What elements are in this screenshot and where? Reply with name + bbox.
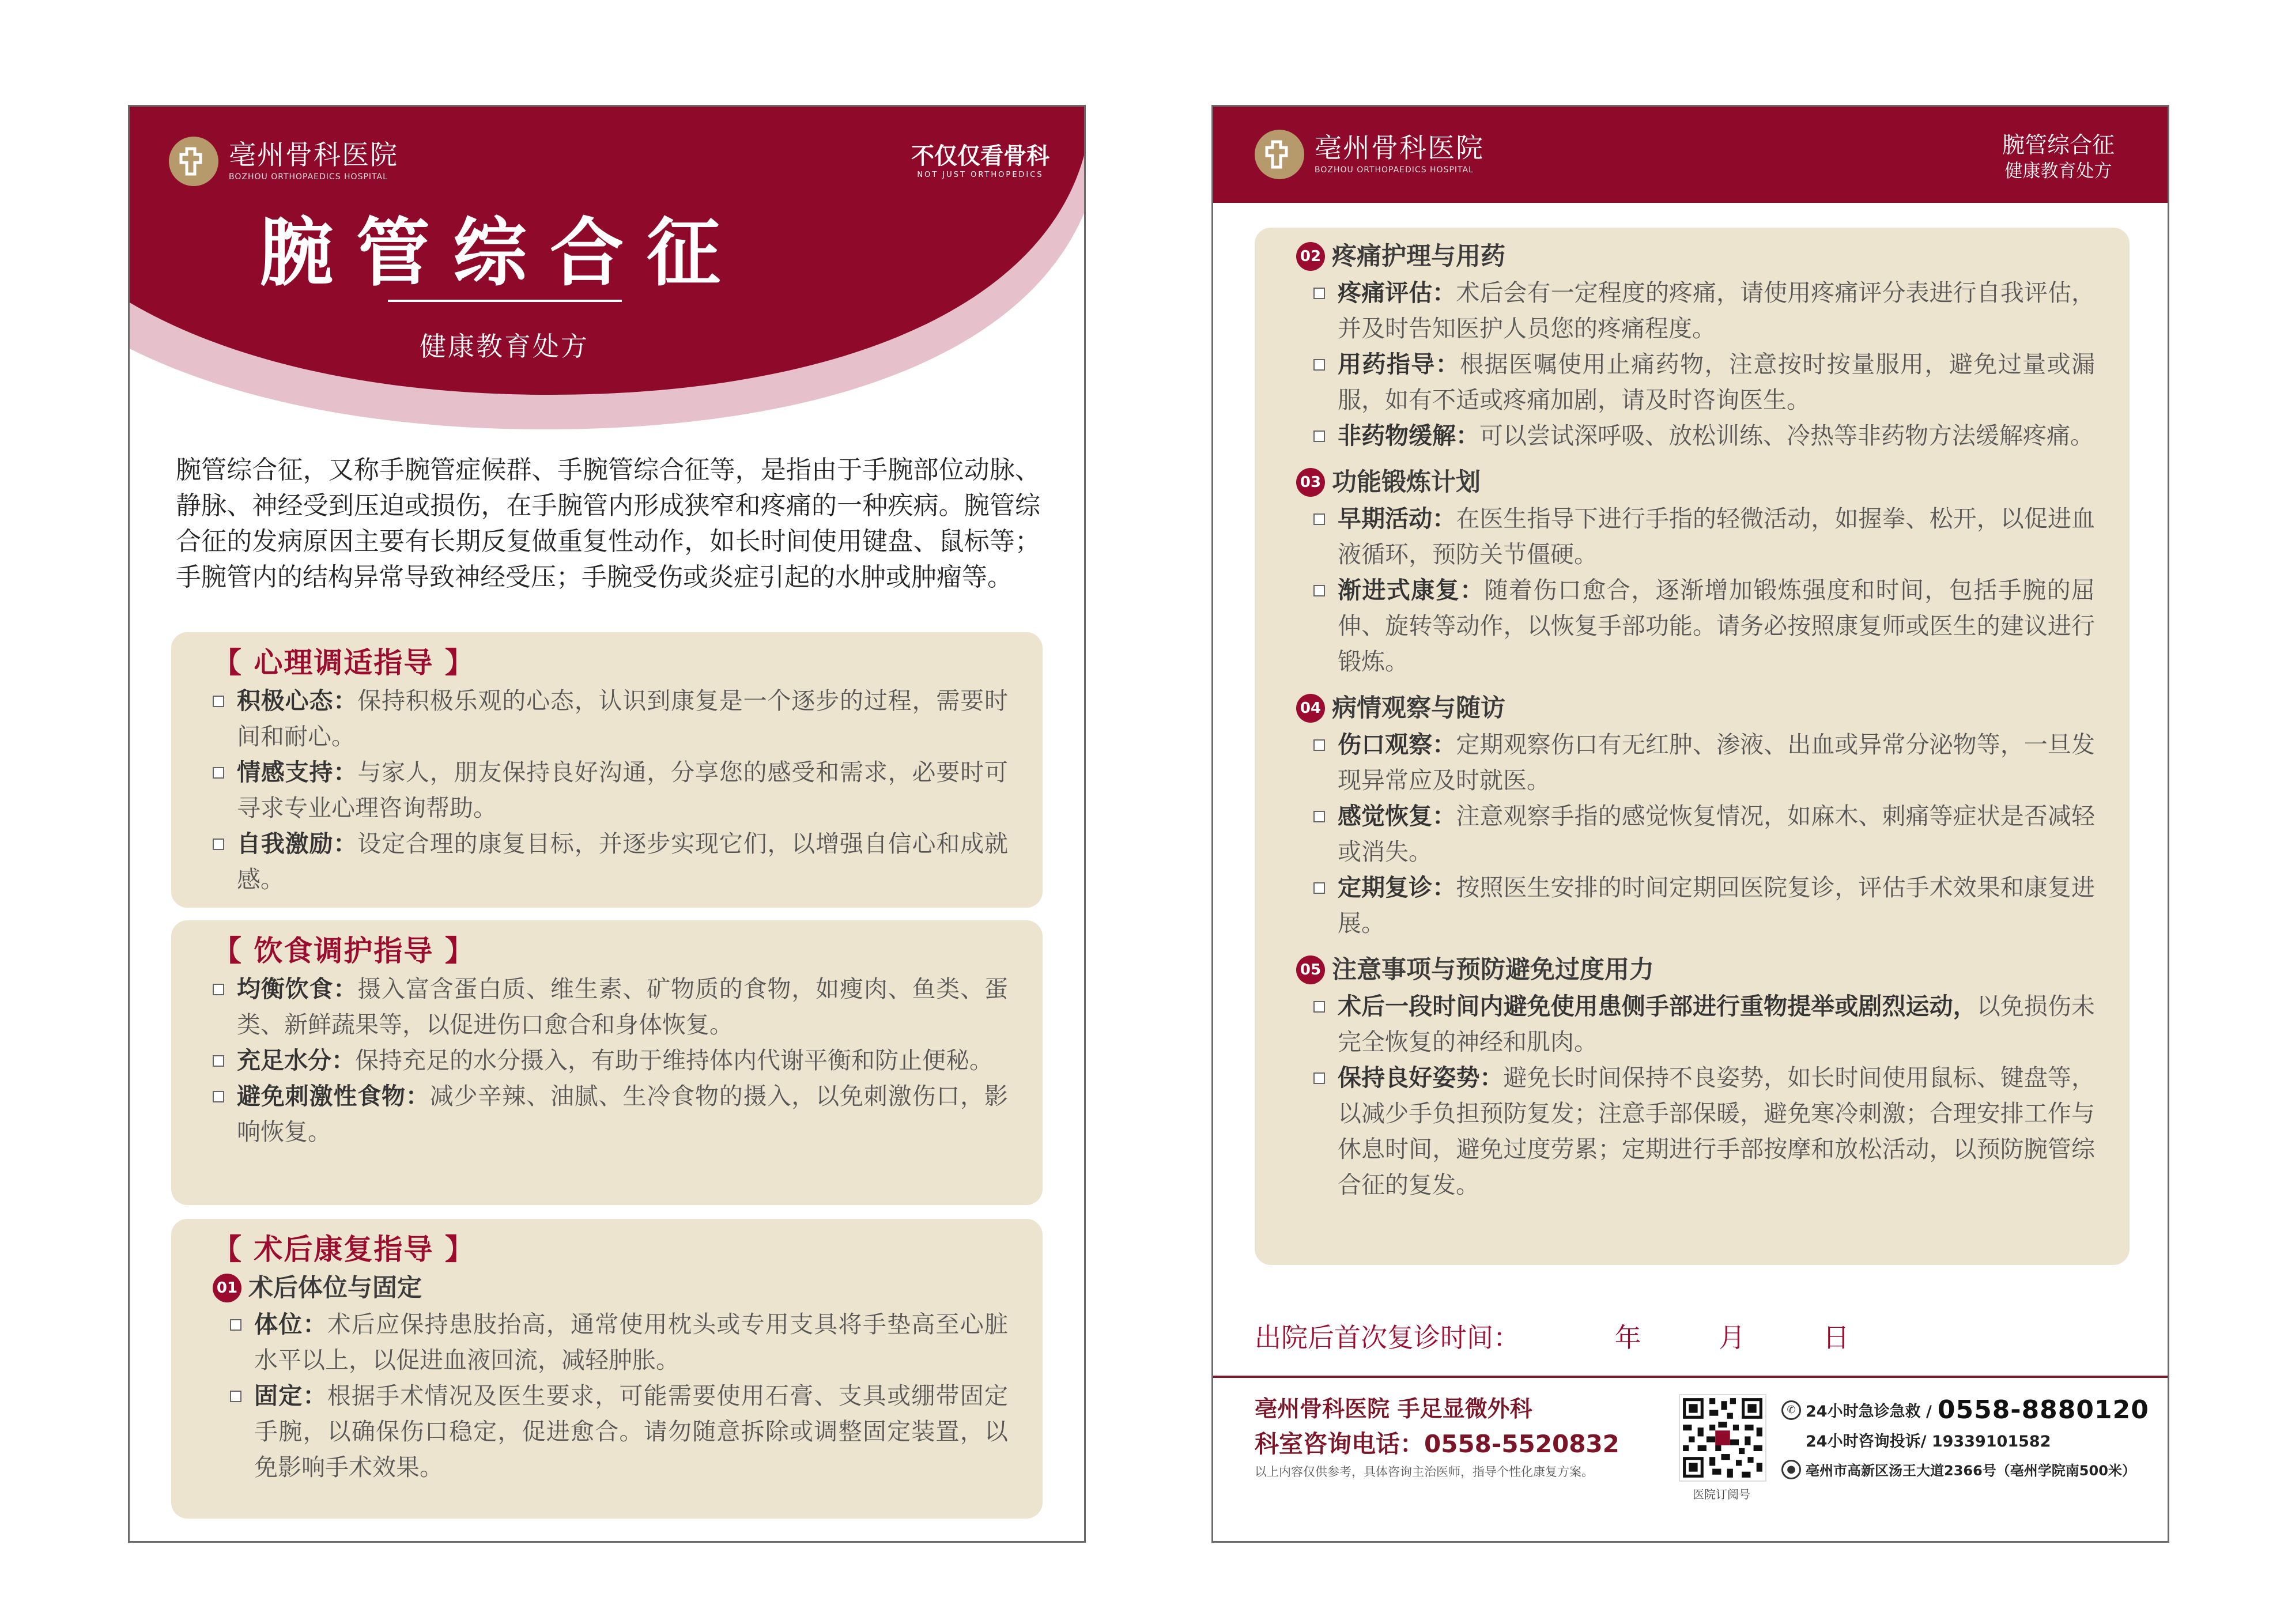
subsection-title: [213, 1270, 1008, 1306]
list-item: [1313, 798, 2095, 870]
item-label: 用药指导：: [1338, 350, 1460, 378]
step-number-badge: 04: [1296, 694, 1325, 723]
checkbox-icon: [1313, 739, 1325, 751]
section-title: 【 饮食调护指导 】: [213, 934, 475, 968]
item-text: 保持积极乐观的心态，认识到康复是一个逐步的过程，需要时间和耐心。: [237, 687, 1009, 750]
subsection-title: [1296, 464, 2095, 501]
intro-paragraph: 腕管综合征，又称手腕管症候群、手腕管综合征等，是指由于手腕部位动脉、静脉、神经受到压迫或损伤，在手腕管内形成狭窄和疼痛的一种疾病。腕管综合征的发病原因主要有长期反复做重复性动作，如长时间使用键盘、鼠标等；手腕管内的结构异常导致神经受压；手腕受伤或炎症引起的水肿或肿瘤等。: [176, 455, 1040, 592]
item-text: 减少辛辣、油腻、生冷食物的摄入，以免刺激伤口，影响恢复。: [237, 1082, 1009, 1146]
subsection-title-text: 疼痛护理与用药: [1332, 242, 1505, 271]
item-label: 保持良好姿势：: [1338, 1064, 1504, 1092]
list-item: [213, 683, 1008, 754]
checkbox-icon: [213, 1091, 224, 1102]
hospital-name-en: BOZHOU ORTHOPAEDICS HOSPITAL: [229, 172, 388, 182]
checkbox-icon: [1313, 1001, 1325, 1013]
item-label: 均衡饮食：: [237, 975, 358, 1003]
checkbox-icon: [213, 696, 224, 707]
followup-month: 月: [1719, 1322, 1746, 1353]
page-title: 腕管综合征: [259, 210, 743, 296]
checkbox-icon: [1313, 882, 1325, 894]
followup-day: 日: [1822, 1322, 1849, 1353]
header-tag-subtitle: 健康教育处方: [2004, 161, 2112, 182]
department-phone: 科室咨询电话：0558-5520832: [1255, 1430, 1619, 1458]
qr-code-icon: [1679, 1394, 1766, 1482]
item-label: 定期复诊：: [1338, 874, 1456, 901]
location-pin-icon: ●: [1781, 1460, 1801, 1479]
list-item: [1313, 988, 2095, 1060]
list-item: [213, 971, 1008, 1043]
list-item: [230, 1378, 1008, 1485]
hospital-emblem-icon: [1255, 130, 1304, 179]
item-text: 在医生指导下进行手指的轻微活动，如握拳、松开，以促进血液循环，预防关节僵硬。: [1338, 505, 2096, 568]
header-tag: [2002, 132, 2115, 183]
item-text: 以免损伤未完全恢复的神经和肌肉。: [1338, 992, 2096, 1056]
slogan-en: NOT JUST ORTHOPEDICS: [917, 171, 1044, 179]
checkbox-icon: [213, 839, 224, 850]
list-item: [1313, 1060, 2095, 1203]
slogan-cn: 不仅仅看骨科: [911, 143, 1049, 169]
item-text: 按照医生安排的时间定期回医院复诊，评估手术效果和康复进展。: [1338, 874, 2096, 937]
rehab-card: [171, 1219, 1043, 1519]
checkbox-icon: [230, 1391, 241, 1402]
item-label: 自我激励：: [237, 830, 358, 858]
checkbox-icon: [1313, 359, 1325, 371]
item-label: 伤口观察：: [1338, 731, 1456, 758]
subsection-title-text: 注意事项与预防避免过度用力: [1332, 955, 1654, 984]
list-item: [213, 1043, 1008, 1078]
subsection-title-text: 病情观察与随访: [1332, 694, 1505, 723]
guidance-card: [1255, 228, 2130, 1265]
phone-icon: ✆: [1781, 1400, 1801, 1420]
item-text: 根据医嘱使用止痛药物，注意按时按量服用，避免过量或漏服，如有不适或疼痛加剧，请及时咨询医生。: [1338, 350, 2096, 414]
footer-divider: [1213, 1376, 2168, 1378]
footer-contact: [1255, 1393, 1619, 1482]
section-title: 【 心理调适指导 】: [213, 646, 475, 679]
disclaimer-note: 以上内容仅供参考，具体咨询主治医师，指导个性化康复方案。: [1255, 1465, 1594, 1479]
slogan: [911, 142, 1049, 180]
address-line: [1781, 1459, 2149, 1479]
diet-card: [171, 920, 1043, 1205]
item-label: 情感支持：: [237, 758, 358, 786]
subsection-title: [1296, 238, 2095, 275]
hospital-name-en: BOZHOU ORTHOPAEDICS HOSPITAL: [1315, 165, 1474, 175]
item-text: 避免长时间保持不良姿势，如长时间使用鼠标、键盘等，以减少手负担预防复发；注意手部保暖，避免寒冷刺激；合理安排工作与休息时间，避免过度劳累；定期进行手部按摩和放松活动，以预防腕管综合征的复发。: [1338, 1064, 2095, 1199]
item-text: 随着伤口愈合，逐渐增加锻炼强度和时间，包括手腕的屈伸、旋转等动作，以恢复手部功能。请务必按照康复师或医生的建议进行锻炼。: [1338, 576, 2096, 675]
title-divider: [388, 300, 622, 302]
section-title: 【 术后康复指导 】: [213, 1233, 475, 1266]
department-name: 亳州骨科医院 手足显微外科: [1255, 1396, 1532, 1422]
item-label: 积极心态：: [237, 687, 358, 715]
item-label: 渐进式康复：: [1338, 576, 1485, 604]
leaflet-back: [1211, 105, 2169, 1543]
header-tag-title: 腕管综合征: [2002, 133, 2115, 158]
list-item: [1313, 870, 2095, 941]
checkbox-icon: [213, 1055, 224, 1067]
step-number-badge: 05: [1296, 955, 1325, 984]
qr-code-label: 医院订阅号: [1693, 1487, 1750, 1501]
item-text: 可以尝试深呼吸、放松训练、冷热等非药物方法缓解疼痛。: [1479, 422, 2094, 450]
item-label: 固定：: [254, 1382, 327, 1410]
checkbox-icon: [1313, 811, 1325, 822]
step-number-badge: 02: [1296, 242, 1325, 271]
emergency-label: 24小时急诊急救 /: [1806, 1403, 1932, 1421]
item-label: 避免刺激性食物：: [237, 1082, 430, 1110]
checkbox-icon: [1313, 430, 1325, 442]
item-text: 定期观察伤口有无红肿、渗液、出血或异常分泌物等，一旦发现异常应及时就医。: [1338, 731, 2096, 794]
checkbox-icon: [1313, 585, 1325, 596]
hospital-name: 亳州骨科医院: [229, 139, 398, 171]
followup-date-line: [1255, 1317, 1849, 1355]
checkbox-icon: [213, 767, 224, 779]
item-text: 与家人，朋友保持良好沟通，分享您的感受和需求，必要时可寻求专业心理咨询帮助。: [237, 758, 1009, 822]
list-item: [1313, 572, 2095, 679]
address-text: 亳州市高新区汤王大道2366号（亳州学院南500米）: [1806, 1463, 2136, 1479]
emergency-phone: 0558-8880120: [1937, 1395, 2149, 1425]
list-item: [1313, 727, 2095, 798]
list-item: [1313, 275, 2095, 346]
checkbox-icon: [230, 1319, 241, 1331]
list-item: [213, 1078, 1008, 1150]
subsection-title-text: 功能锻炼计划: [1332, 468, 1481, 497]
item-text: 摄入富含蛋白质、维生素、矿物质的食物，如瘦肉、鱼类、蛋类、新鲜蔬果等，以促进伤口愈合和身体恢复。: [237, 975, 1009, 1038]
item-label: 充足水分：: [237, 1047, 355, 1074]
leaflet-front: [128, 105, 1086, 1543]
step-number-badge: 03: [1296, 468, 1325, 497]
subsection-title: [1296, 690, 2095, 727]
list-item: [1313, 346, 2095, 418]
item-text: 术后应保持患肢抬高，通常使用枕头或专用支具将手垫高至心脏水平以上，以促进血液回流，减轻肿胀。: [254, 1310, 1009, 1374]
hospital-emblem-icon: [169, 137, 218, 186]
item-text: 保持充足的水分摄入，有助于维持体内代谢平衡和防止便秘。: [355, 1047, 993, 1074]
item-text: 设定合理的康复目标，并逐步实现它们，以增强自信心和成就感。: [237, 830, 1009, 893]
checkbox-icon: [1313, 1072, 1325, 1084]
item-label: 早期活动：: [1338, 505, 1456, 532]
list-item: [1313, 418, 2095, 454]
item-text: 术后会有一定程度的疼痛，请使用疼痛评分表进行自我评估，并及时告知医护人员您的疼痛程度。: [1338, 279, 2096, 342]
followup-year: 年: [1614, 1322, 1641, 1353]
hospital-logo: [169, 137, 398, 186]
item-text: 注意观察手指的感觉恢复情况，如麻木、刺痛等症状是否减轻或消失。: [1338, 802, 2096, 866]
hospital-logo: [1255, 130, 1484, 179]
step-number-badge: 01: [213, 1274, 241, 1302]
subsection-title-text: 术后体位与固定: [248, 1274, 422, 1302]
checkbox-icon: [1313, 513, 1325, 525]
complaint-line: 24小时咨询投诉/ 19339101582: [1806, 1433, 2051, 1451]
list-item: [230, 1306, 1008, 1378]
followup-label: 出院后首次复诊时间：: [1255, 1322, 1520, 1353]
checkbox-icon: [213, 984, 224, 995]
emergency-line: [1781, 1395, 2149, 1425]
page-subtitle: 健康教育处方: [420, 331, 589, 362]
item-text: 根据手术情况及医生要求，可能需要使用石膏、支具或绷带固定手腕，以确保伤口稳定，促进愈合。请勿随意拆除或调整固定装置，以免影响手术效果。: [254, 1382, 1009, 1481]
footer-hotlines: [1781, 1395, 2149, 1479]
item-label: 体位：: [254, 1310, 327, 1338]
checkbox-icon: [1313, 288, 1325, 299]
list-item: [213, 826, 1008, 897]
list-item: [1313, 501, 2095, 572]
subsection-title: [1296, 951, 2095, 988]
item-label: 疼痛评估：: [1338, 279, 1456, 307]
item-label: 术后一段时间内避免使用患侧手部进行重物提举或剧烈运动，: [1338, 992, 1977, 1020]
psych-card: [171, 632, 1043, 908]
list-item: [213, 754, 1008, 826]
hospital-name: 亳州骨科医院: [1315, 133, 1484, 164]
item-label: 非药物缓解：: [1338, 422, 1479, 450]
item-label: 感觉恢复：: [1338, 802, 1456, 830]
